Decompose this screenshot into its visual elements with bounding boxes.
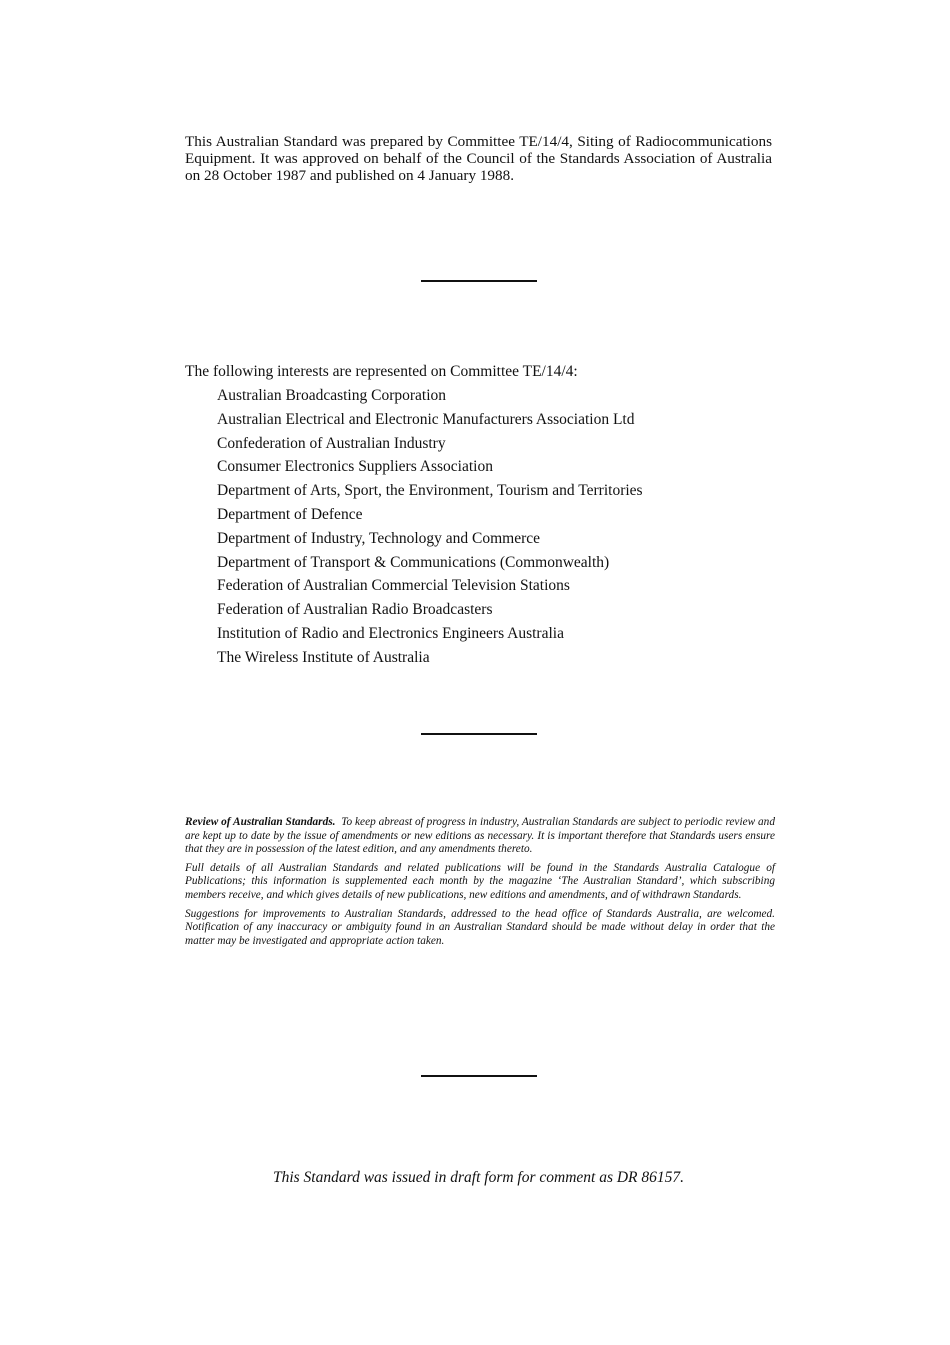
list-item: Federation of Australian Commercial Television Stations: [217, 577, 570, 595]
section-divider-1: [421, 280, 537, 282]
interests-list: [185, 386, 785, 668]
review-paragraph-1-text: To keep abreast of progress in industry, Australian Standards are subject to periodic review and are kept up to date by the issue of amendments or new editions as necessary. It is important therefore that Standards users ensure that they are in possession of the latest edition, and any amendments thereto.: [185, 816, 775, 856]
list-item: The Wireless Institute of Australia: [217, 648, 430, 666]
section-divider-3: [421, 1075, 537, 1077]
list-item: Department of Defence: [217, 505, 363, 523]
list-item: Consumer Electronics Suppliers Association: [217, 458, 493, 476]
interests-heading: The following interests are represented on Committee TE/14/4:: [185, 363, 578, 380]
draft-note: This Standard was issued in draft form for comment as DR 86157.: [272, 1169, 685, 1186]
list-item: Department of Industry, Technology and Commerce: [217, 529, 541, 547]
committee-interests: [185, 362, 785, 672]
preparation-statement: [185, 133, 772, 184]
review-paragraph-2: Full details of all Australian Standards and related publications will be found in the Standards Australia Catalogue of Publications; this information is supplemented each month by the magazine ‘The Australian Standard’, which subscribing members receive, and which gives details of new publications, new editions and amendments, and of withdrawn Standards.: [185, 861, 775, 901]
review-notice: [185, 816, 775, 953]
list-item: Institution of Radio and Electronics Engineers Australia: [217, 624, 564, 642]
list-item: Australian Broadcasting Corporation: [217, 387, 447, 404]
section-divider-2: [421, 733, 537, 735]
list-item: Confederation of Australian Industry: [217, 434, 446, 452]
list-item: Federation of Australian Radio Broadcasters: [217, 601, 493, 619]
review-paragraph-3: Suggestions for improvements to Australian Standards, addressed to the head office of Standards Australia, are welcomed. Notification of any inaccuracy or ambiguity found in an Australian Standard should be made without delay in order that the matter may be investigated and appropriate action taken.: [185, 907, 775, 947]
list-item: Department of Arts, Sport, the Environment, Tourism and Territories: [217, 482, 643, 500]
review-lead: Review of Australian Standards.: [185, 816, 336, 828]
preparation-statement-text: This Australian Standard was prepared by Committee TE/14/4, Siting of Radiocommunications Equipment. It was approved on behalf of the Council of the Standards Association of Australia on 28 October 1987 and published on 4 January 1988.: [185, 133, 772, 184]
review-paragraph-1: [185, 816, 775, 857]
list-item: Australian Electrical and Electronic Manufacturers Association Ltd: [217, 410, 635, 428]
list-item: Department of Transport & Communications (Commonwealth): [217, 553, 610, 571]
